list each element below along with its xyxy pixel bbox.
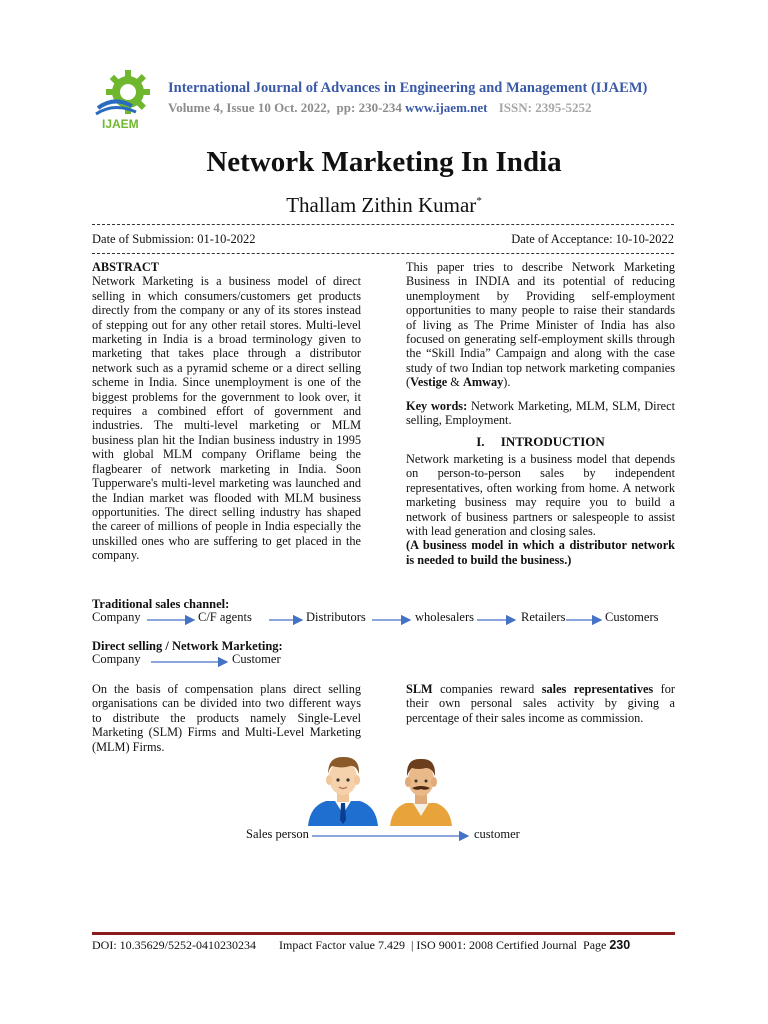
introduction-bold-note: (A business model in which a distributor network is needed to build the business.) [406, 538, 675, 567]
journal-name: International Journal of Advances in Engineering and Management (IJAEM) [168, 80, 648, 96]
slm-term: SLM [406, 682, 433, 696]
author-mark: * [476, 195, 482, 207]
section-title: INTRODUCTION [500, 434, 605, 450]
abstract-body: Network Marketing is a business model of direct selling in which consumers/customers get products directly from the company or any of its stores instead of stepping out for any other retail stores. Multi-level marketing in India is a broad terminology given to marketing that takes place through a distributor network such as a pyramid scheme or a direct selling scheme in India. Since unemployment is one of the biggest problems for the government to look over, it requires a combined effort of government and industries. The multi-level marketing or MLM business plan hit the Indian business industry in 1995 with global MLM company Oriflame being the flagbearer of network marketing in India. Soon Tupperware's multi-level marketing was launched and the Indian market was flooded with MLM business opportunities. The direct selling industry has shaped the career of millions of people in India especially the unskilled ones who are suffering to get placed in the company. [92, 274, 361, 563]
figure-label-customer: customer [474, 827, 520, 841]
submission-date: Date of Submission: 01-10-2022 [92, 232, 256, 246]
logo-text: IJAEM [102, 117, 139, 131]
figure-label-salesperson: Sales person [246, 827, 309, 841]
para1-end: ). [503, 375, 511, 390]
flow-step-retailers: Retailers [521, 610, 566, 624]
footer-iso: | ISO 9001: 2008 Certified Journal [410, 938, 578, 952]
footer-rule [92, 932, 675, 935]
introduction-body: Network marketing is a business model that depends on person-to-person sales by independent representatives, often working from home. A network marketing business may require you to build a network of business partners or salespeople to assist with lead generation and closing sales. [406, 451, 675, 538]
website-link[interactable]: www.ijaem.net [405, 100, 488, 115]
direct-step-customer: Customer [232, 652, 281, 666]
page-footer [92, 938, 675, 953]
company-vestige: Vestige [410, 375, 448, 390]
volume-issue: Volume 4, Issue 10 Oct. 2022, [168, 100, 331, 115]
customer-icon [388, 754, 454, 826]
ampersand: & [447, 375, 463, 390]
flow-step-customers: Customers [605, 610, 659, 624]
author-name: Thallam Zithin Kumar [286, 193, 477, 217]
traditional-channel-label: Traditional sales channel: [92, 597, 230, 611]
keywords-list: Network Marketing, MLM, SLM, Direct selling, Employment. [406, 398, 675, 428]
footer-page-label: Page [583, 938, 607, 952]
flow-step-company: Company [92, 610, 141, 624]
slm-bold: sales representatives [541, 682, 654, 696]
keywords-label: Key words: [406, 398, 468, 413]
pages: pp: 230-234 [336, 100, 402, 115]
slm-text-2: for their own personal sales activity by giving a percentage of their sales income as commission. [406, 682, 676, 725]
flow-step-wholesalers: wholesalers [415, 610, 475, 624]
direct-selling-label: Direct selling / Network Marketing: [92, 639, 283, 653]
footer-doi: DOI: 10.35629/5252-0410230234 [92, 938, 256, 952]
abstract-heading: ABSTRACT [92, 260, 159, 274]
flow-step-distributors: Distributors [306, 610, 366, 624]
compensation-paragraph: On the basis of compensation plans direct selling organisations can be divided into two different ways to distribute the products namely Single-Level Marketing (SLM) Firms and Multi-Level Marketing (MLM) Firms. [92, 682, 361, 754]
issn: ISSN: 2395-5252 [498, 100, 592, 115]
direct-step-company: Company [92, 652, 141, 666]
slm-text-1: companies reward [432, 682, 542, 696]
flow-step-cf-agents: C/F agents [198, 610, 252, 624]
salesperson-icon [304, 754, 382, 826]
acceptance-date: Date of Acceptance: 10-10-2022 [511, 232, 674, 246]
footer-impact-factor: Impact Factor value 7.429 [279, 938, 405, 952]
slm-paragraph [406, 682, 675, 725]
section-number: I. [476, 434, 485, 450]
para1-text: This paper tries to describe Network Marketing Business in INDIA and its potential of reducing unemployment by Providing self-employment opportunities to many people to raise their standards of living as The Prime Minister of India has also focused on generating self-employment skills through the “Skill India” Campaign and along with the case study of two Indian top network marketing companies ( [406, 260, 675, 390]
paper-title: Network Marketing In India [206, 146, 562, 178]
footer-page-number: 230 [609, 938, 631, 952]
company-amway: Amway [462, 375, 504, 390]
